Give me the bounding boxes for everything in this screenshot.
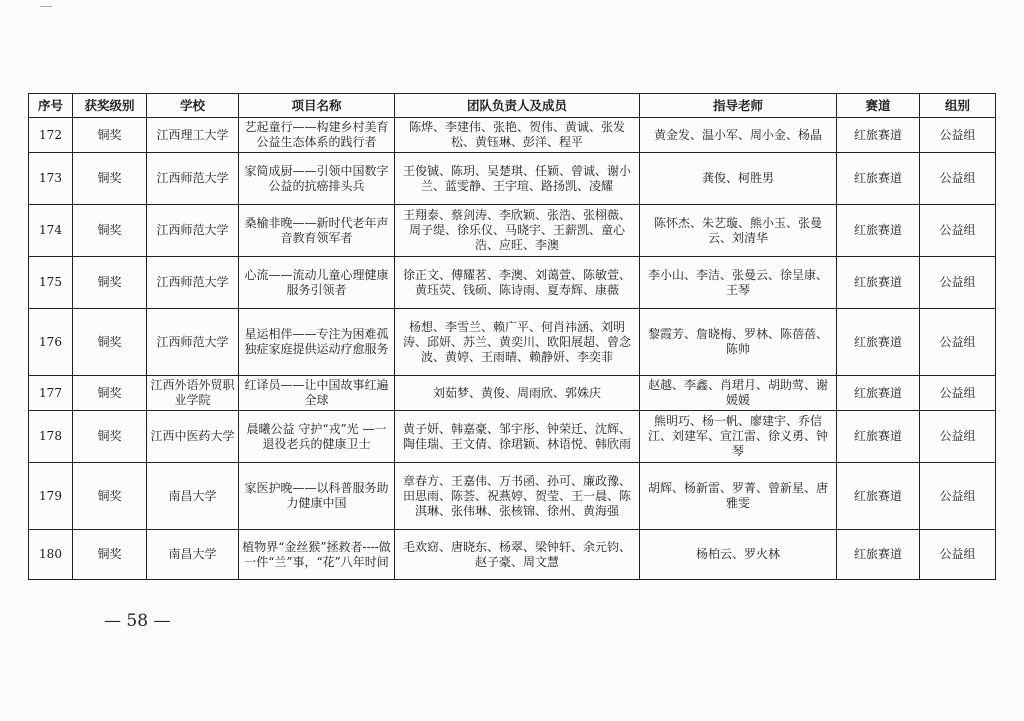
cell-level: 铜奖 [73, 530, 147, 580]
cell-project: 植物界“金丝猴”拯救者----做一件“兰”事，“花”八年时间 [239, 530, 395, 580]
cell-group: 公益组 [920, 376, 996, 411]
cell-advisor: 赵越、李鑫、肖珺月、胡助莺、谢媛媛 [640, 376, 837, 411]
cell-level: 铜奖 [73, 205, 147, 257]
cell-project: 晨曦公益 守护“戎”光 —一退役老兵的健康卫士 [239, 411, 395, 463]
table-row [29, 153, 996, 205]
cell-advisor: 杨柏云、罗火林 [640, 530, 837, 580]
cell-level: 铜奖 [73, 463, 147, 530]
cell-group: 公益组 [920, 153, 996, 205]
cell-group: 公益组 [920, 530, 996, 580]
cell-group: 公益组 [920, 118, 996, 153]
cell-project: 心流——流动儿童心理健康服务引领者 [239, 257, 395, 309]
cell-track: 红旅赛道 [837, 530, 920, 580]
header-project: 项目名称 [239, 94, 395, 118]
cell-team: 黄子妍、韩嘉豪、邹宇彤、钟荣迁、沈辉、陶佳瑞、王文倩、徐珺颖、林语悦、韩欣雨 [395, 411, 640, 463]
cell-team: 王俊铖、陈玥、吴楚琪、任颖、曾诚、谢小兰、蓝雯静、王宇瑄、路扬凯、凌耀 [395, 153, 640, 205]
cell-project: 桑榆非晚——新时代老年声音教育领军者 [239, 205, 395, 257]
table-row [29, 205, 996, 257]
cell-project: 家简成厨——引领中国数字公益的抗癌排头兵 [239, 153, 395, 205]
header-level: 获奖级别 [73, 94, 147, 118]
header-group: 组别 [920, 94, 996, 118]
cell-track: 红旅赛道 [837, 411, 920, 463]
cell-school: 江西外语外贸职业学院 [147, 376, 239, 411]
cell-track: 红旅赛道 [837, 118, 920, 153]
cell-group: 公益组 [920, 257, 996, 309]
cell-project: 家医护晚——以科普服务助力健康中国 [239, 463, 395, 530]
cell-level: 铜奖 [73, 376, 147, 411]
cell-team: 刘茹梦、黄俊、周雨欣、郭姝庆 [395, 376, 640, 411]
cell-level: 铜奖 [73, 257, 147, 309]
cell-school: 南昌大学 [147, 463, 239, 530]
cell-school: 江西中医药大学 [147, 411, 239, 463]
cell-school: 江西师范大学 [147, 153, 239, 205]
cell-no: 179 [29, 463, 73, 530]
cell-team: 杨想、李雪兰、赖广平、何肖祎涵、刘明涛、邱妍、苏兰、黄奕川、欧阳展超、曾念波、黄婷、王雨晴、赖静妍、李奕菲 [395, 309, 640, 376]
table-row [29, 376, 996, 411]
cell-team: 章春方、王嘉伟、万书函、孙可、廉政豫、田思雨、陈荟、祝燕婷、贺莹、王一晨、陈淇琳、张伟琳、张核锦、徐州、黄海强 [395, 463, 640, 530]
header-advisor: 指导老师 [640, 94, 837, 118]
cell-track: 红旅赛道 [837, 309, 920, 376]
table-row [29, 530, 996, 580]
page-corner-mark [40, 0, 52, 7]
cell-team: 毛欢窈、唐晓东、杨翠、梁钟轩、余元钧、赵子豪、周文慧 [395, 530, 640, 580]
cell-team: 王翔泰、蔡剑涛、李欣颖、张浩、张栩薇、周子缇、徐乐仪、马晓宇、王薪凯、童心浩、应旺、李澳 [395, 205, 640, 257]
awards-table [28, 93, 996, 580]
cell-no: 176 [29, 309, 73, 376]
cell-level: 铜奖 [73, 118, 147, 153]
header-track: 赛道 [837, 94, 920, 118]
cell-level: 铜奖 [73, 309, 147, 376]
cell-group: 公益组 [920, 411, 996, 463]
cell-project: 红译员——让中国故事红遍全球 [239, 376, 395, 411]
cell-team: 徐正文、傅耀茗、李澳、刘蔼萱、陈敏萱、黄珏荧、钱硕、陈诗雨、夏寿辉、康薇 [395, 257, 640, 309]
cell-school: 江西师范大学 [147, 257, 239, 309]
cell-project: 艺起童行——构建乡村美育公益生态体系的践行者 [239, 118, 395, 153]
header-no: 序号 [29, 94, 73, 118]
cell-school: 南昌大学 [147, 530, 239, 580]
cell-level: 铜奖 [73, 153, 147, 205]
cell-no: 172 [29, 118, 73, 153]
header-team: 团队负责人及成员 [395, 94, 640, 118]
table-row [29, 118, 996, 153]
cell-advisor: 熊明巧、杨一帆、廖建宇、乔信江、刘建军、宣江雷、徐义勇、钟琴 [640, 411, 837, 463]
cell-advisor: 陈怀杰、朱艺璇、熊小玉、张曼云、刘清华 [640, 205, 837, 257]
cell-no: 175 [29, 257, 73, 309]
cell-no: 173 [29, 153, 73, 205]
cell-school: 江西师范大学 [147, 309, 239, 376]
cell-group: 公益组 [920, 205, 996, 257]
table-row [29, 411, 996, 463]
cell-track: 红旅赛道 [837, 153, 920, 205]
table-row [29, 257, 996, 309]
cell-advisor: 李小山、李洁、张曼云、徐呈康、王琴 [640, 257, 837, 309]
cell-track: 红旅赛道 [837, 205, 920, 257]
cell-group: 公益组 [920, 309, 996, 376]
table-row [29, 463, 996, 530]
header-school: 学校 [147, 94, 239, 118]
table-header-row [29, 94, 996, 118]
cell-no: 174 [29, 205, 73, 257]
cell-group: 公益组 [920, 463, 996, 530]
table-row [29, 309, 996, 376]
cell-no: 180 [29, 530, 73, 580]
cell-no: 177 [29, 376, 73, 411]
cell-advisor: 胡辉、杨新雷、罗菁、曾新星、唐雅雯 [640, 463, 837, 530]
cell-level: 铜奖 [73, 411, 147, 463]
cell-advisor: 黎霞芳、詹晓梅、罗林、陈蓓蓓、陈帅 [640, 309, 837, 376]
page-number: — 58 — [104, 611, 171, 631]
cell-advisor: 黄金发、温小军、周小金、杨晶 [640, 118, 837, 153]
cell-project: 星运相伴——专注为困难孤独症家庭提供运动疗愈服务 [239, 309, 395, 376]
cell-track: 红旅赛道 [837, 257, 920, 309]
cell-school: 江西理工大学 [147, 118, 239, 153]
cell-no: 178 [29, 411, 73, 463]
cell-track: 红旅赛道 [837, 463, 920, 530]
cell-team: 陈烨、李建伟、张艳、贺伟、黄诚、张发松、黄钰琳、彭洋、程平 [395, 118, 640, 153]
cell-school: 江西师范大学 [147, 205, 239, 257]
cell-track: 红旅赛道 [837, 376, 920, 411]
cell-advisor: 龚俊、柯胜男 [640, 153, 837, 205]
